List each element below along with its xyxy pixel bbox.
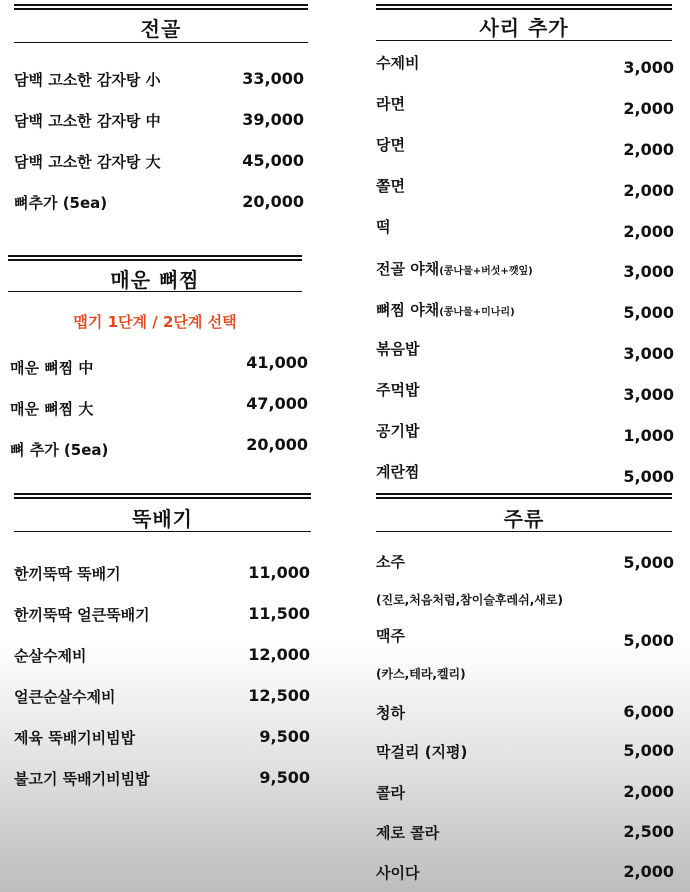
- menu-item: [376, 299, 674, 329]
- item-name: 수제비: [376, 54, 420, 72]
- soju-brands-note: (진로,처음처럼,참이슬후레쉬,새로): [376, 593, 563, 607]
- divider: [376, 4, 672, 10]
- menu-item: [376, 625, 674, 655]
- item-name: 매운 뼈찜 大: [10, 400, 94, 418]
- menu-item: [10, 353, 308, 383]
- menu-item: [14, 604, 310, 634]
- divider: [376, 40, 672, 41]
- item-name: 담백 고소한 감자탕 小: [14, 71, 161, 89]
- menu-item: [14, 768, 310, 798]
- item-name: 담백 고소한 감자탕 中: [14, 112, 161, 130]
- item-name-main: 뼈찜 야채: [376, 301, 440, 319]
- divider: [14, 493, 311, 499]
- item-name: 담백 고소한 감자탕 大: [14, 153, 161, 171]
- menu-item: [376, 420, 674, 450]
- item-name: 라면: [376, 95, 405, 113]
- item-price: 5,000: [623, 467, 674, 486]
- item-price: 45,000: [242, 151, 304, 170]
- divider: [8, 291, 302, 292]
- item-price: 2,000: [623, 181, 674, 200]
- item-name: 한끼뚝딱 뚝배기: [14, 565, 121, 583]
- menu-item: [10, 394, 308, 424]
- menu-item: [376, 379, 674, 409]
- item-price: 5,000: [623, 631, 674, 650]
- item-price: 20,000: [242, 192, 304, 211]
- beer-brands-note: (카스,테라,켈리): [376, 667, 466, 681]
- item-name: 순살수제비: [14, 647, 87, 665]
- section-title-sari: 사리 추가: [479, 16, 569, 40]
- item-price: 3,000: [623, 344, 674, 363]
- menu-item: [14, 563, 310, 593]
- menu-item: [376, 175, 674, 205]
- section-title-jeongol: 전골: [140, 17, 182, 41]
- item-price: 2,000: [623, 862, 674, 881]
- menu-item: [376, 822, 674, 852]
- menu-item: [14, 69, 304, 99]
- item-name: 계란찜: [376, 463, 420, 481]
- item-price: 41,000: [246, 353, 308, 372]
- item-name: 맥주: [376, 627, 405, 645]
- section-title-juryu: 주류: [503, 507, 545, 531]
- item-name: 매운 뼈찜 中: [10, 359, 94, 377]
- item-name: 청하: [376, 704, 405, 722]
- item-price: 3,000: [623, 385, 674, 404]
- item-price: 5,000: [623, 741, 674, 760]
- spice-level-note: 맵기 1단계 / 2단계 선택: [73, 313, 237, 331]
- item-name: 제로 콜라: [376, 824, 440, 842]
- item-price: 39,000: [242, 110, 304, 129]
- menu-item: [14, 727, 310, 757]
- item-price: 2,000: [623, 99, 674, 118]
- item-name: 쫄면: [376, 177, 405, 195]
- item-price: 2,000: [623, 782, 674, 801]
- divider: [8, 255, 302, 261]
- menu-item: [14, 192, 304, 222]
- item-name: 한끼뚝딱 얼큰뚝배기: [14, 606, 150, 624]
- divider: [14, 4, 308, 10]
- menu-item: [14, 151, 304, 181]
- menu-item: [376, 338, 674, 368]
- item-name: [376, 258, 533, 279]
- section-title-ppyeojjim: 매운 뼈찜: [110, 268, 200, 292]
- item-name: 막걸리 (지평): [376, 743, 468, 761]
- item-price: 12,000: [248, 645, 310, 664]
- item-detail: (콩나물+미나리): [439, 307, 515, 318]
- menu-item: [10, 435, 308, 465]
- item-name: 뼈추가 (5ea): [14, 194, 108, 212]
- item-price: 5,000: [623, 553, 674, 572]
- item-price: 9,500: [259, 727, 310, 746]
- menu-item: [14, 110, 304, 140]
- menu-item: [376, 52, 674, 82]
- item-name: 사이다: [376, 864, 420, 882]
- item-name: 콜라: [376, 784, 405, 802]
- menu-item: [376, 741, 674, 771]
- item-name: 얼큰순살수제비: [14, 688, 116, 706]
- menu-item: [376, 782, 674, 812]
- item-price: 33,000: [242, 69, 304, 88]
- item-price: 12,500: [248, 686, 310, 705]
- item-name: 떡: [376, 218, 391, 236]
- item-price: 6,000: [623, 702, 674, 721]
- item-price: 2,500: [623, 822, 674, 841]
- item-price: 3,000: [623, 58, 674, 77]
- item-name: 볶음밥: [376, 340, 420, 358]
- item-name: [376, 299, 515, 320]
- section-title-ttukbaegi: 뚝배기: [132, 507, 193, 531]
- item-name: 당면: [376, 136, 405, 154]
- menu-item: [14, 686, 310, 716]
- item-price: 47,000: [246, 394, 308, 413]
- item-price: 3,000: [623, 262, 674, 281]
- item-name: 제육 뚝배기비빔밥: [14, 729, 136, 747]
- divider: [14, 42, 308, 43]
- menu-item: [376, 461, 674, 491]
- item-price: 5,000: [623, 303, 674, 322]
- item-name: 불고기 뚝배기비빔밥: [14, 770, 150, 788]
- menu-item: [376, 93, 674, 123]
- item-price: 2,000: [623, 222, 674, 241]
- menu-item: [376, 551, 674, 581]
- item-detail: (콩나물+버섯+깻잎): [439, 266, 533, 277]
- item-name: 주먹밥: [376, 381, 420, 399]
- item-price: 9,500: [259, 768, 310, 787]
- item-name-main: 전골 야채: [376, 260, 440, 278]
- divider: [376, 531, 672, 532]
- menu-item: [376, 258, 674, 288]
- item-price: 1,000: [623, 426, 674, 445]
- menu-item: [376, 862, 674, 892]
- menu-item: [376, 216, 674, 246]
- divider: [14, 531, 311, 532]
- menu-item: [376, 134, 674, 164]
- item-name: 뼈 추가 (5ea): [10, 441, 109, 459]
- item-name: 소주: [376, 553, 405, 571]
- item-price: 2,000: [623, 140, 674, 159]
- item-name: 공기밥: [376, 422, 420, 440]
- divider: [376, 493, 672, 499]
- item-price: 20,000: [246, 435, 308, 454]
- item-price: 11,500: [248, 604, 310, 623]
- menu-item: [14, 645, 310, 675]
- menu-item: [376, 702, 674, 732]
- item-price: 11,000: [248, 563, 310, 582]
